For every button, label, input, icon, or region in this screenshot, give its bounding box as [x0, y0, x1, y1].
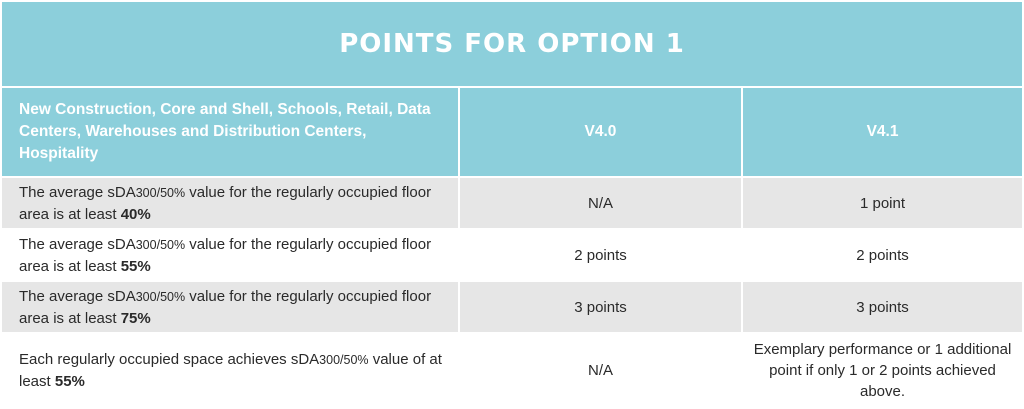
header-project-types: New Construction, Core and Shell, Schools, Retail, Data Centers, Warehouses and Distribution Centers, Hospitality	[2, 87, 459, 177]
row-description	[2, 177, 459, 229]
desc-text: value for the regularly occupied floor area is at least	[19, 287, 432, 327]
table-row	[2, 229, 1022, 281]
desc-threshold: 75%	[120, 309, 151, 327]
header-v41: V4.1	[742, 87, 1022, 177]
header-row	[2, 87, 1022, 177]
cell-v40: 2 points	[459, 229, 742, 281]
row-description	[2, 229, 459, 281]
cell-v40: 3 points	[459, 281, 742, 333]
desc-text: The average sDA	[19, 183, 136, 201]
header-v40: V4.0	[459, 87, 742, 177]
cell-v40: N/A	[459, 333, 742, 407]
desc-text: The average sDA	[19, 235, 136, 253]
desc-text: Each regularly occupied space achieves sDA	[19, 350, 320, 368]
desc-threshold: 40%	[120, 205, 151, 223]
desc-subscript: 300/50%	[135, 237, 186, 252]
row-description	[2, 333, 459, 407]
table-row	[2, 177, 1022, 229]
cell-v41: 1 point	[742, 177, 1022, 229]
desc-text: value for the regularly occupied floor area is at least	[19, 183, 432, 223]
desc-threshold: 55%	[54, 372, 85, 390]
table-row	[2, 333, 1022, 407]
table-title: POINTS FOR OPTION 1	[2, 2, 1022, 87]
desc-subscript: 300/50%	[135, 289, 186, 304]
cell-v41: 2 points	[742, 229, 1022, 281]
cell-v41: 3 points	[742, 281, 1022, 333]
table-row	[2, 281, 1022, 333]
desc-threshold: 55%	[120, 257, 151, 275]
cell-v40: N/A	[459, 177, 742, 229]
row-description	[2, 281, 459, 333]
desc-text: value for the regularly occupied floor area is at least	[19, 235, 432, 275]
cell-v41: Exemplary performance or 1 additional point if only 1 or 2 points achieved above.	[742, 333, 1022, 407]
desc-subscript: 300/50%	[319, 352, 369, 367]
title-row	[2, 2, 1022, 87]
desc-text: The average sDA	[19, 287, 136, 305]
points-table	[2, 2, 1022, 408]
desc-text: value of at least	[19, 350, 442, 390]
desc-subscript: 300/50%	[135, 185, 186, 200]
